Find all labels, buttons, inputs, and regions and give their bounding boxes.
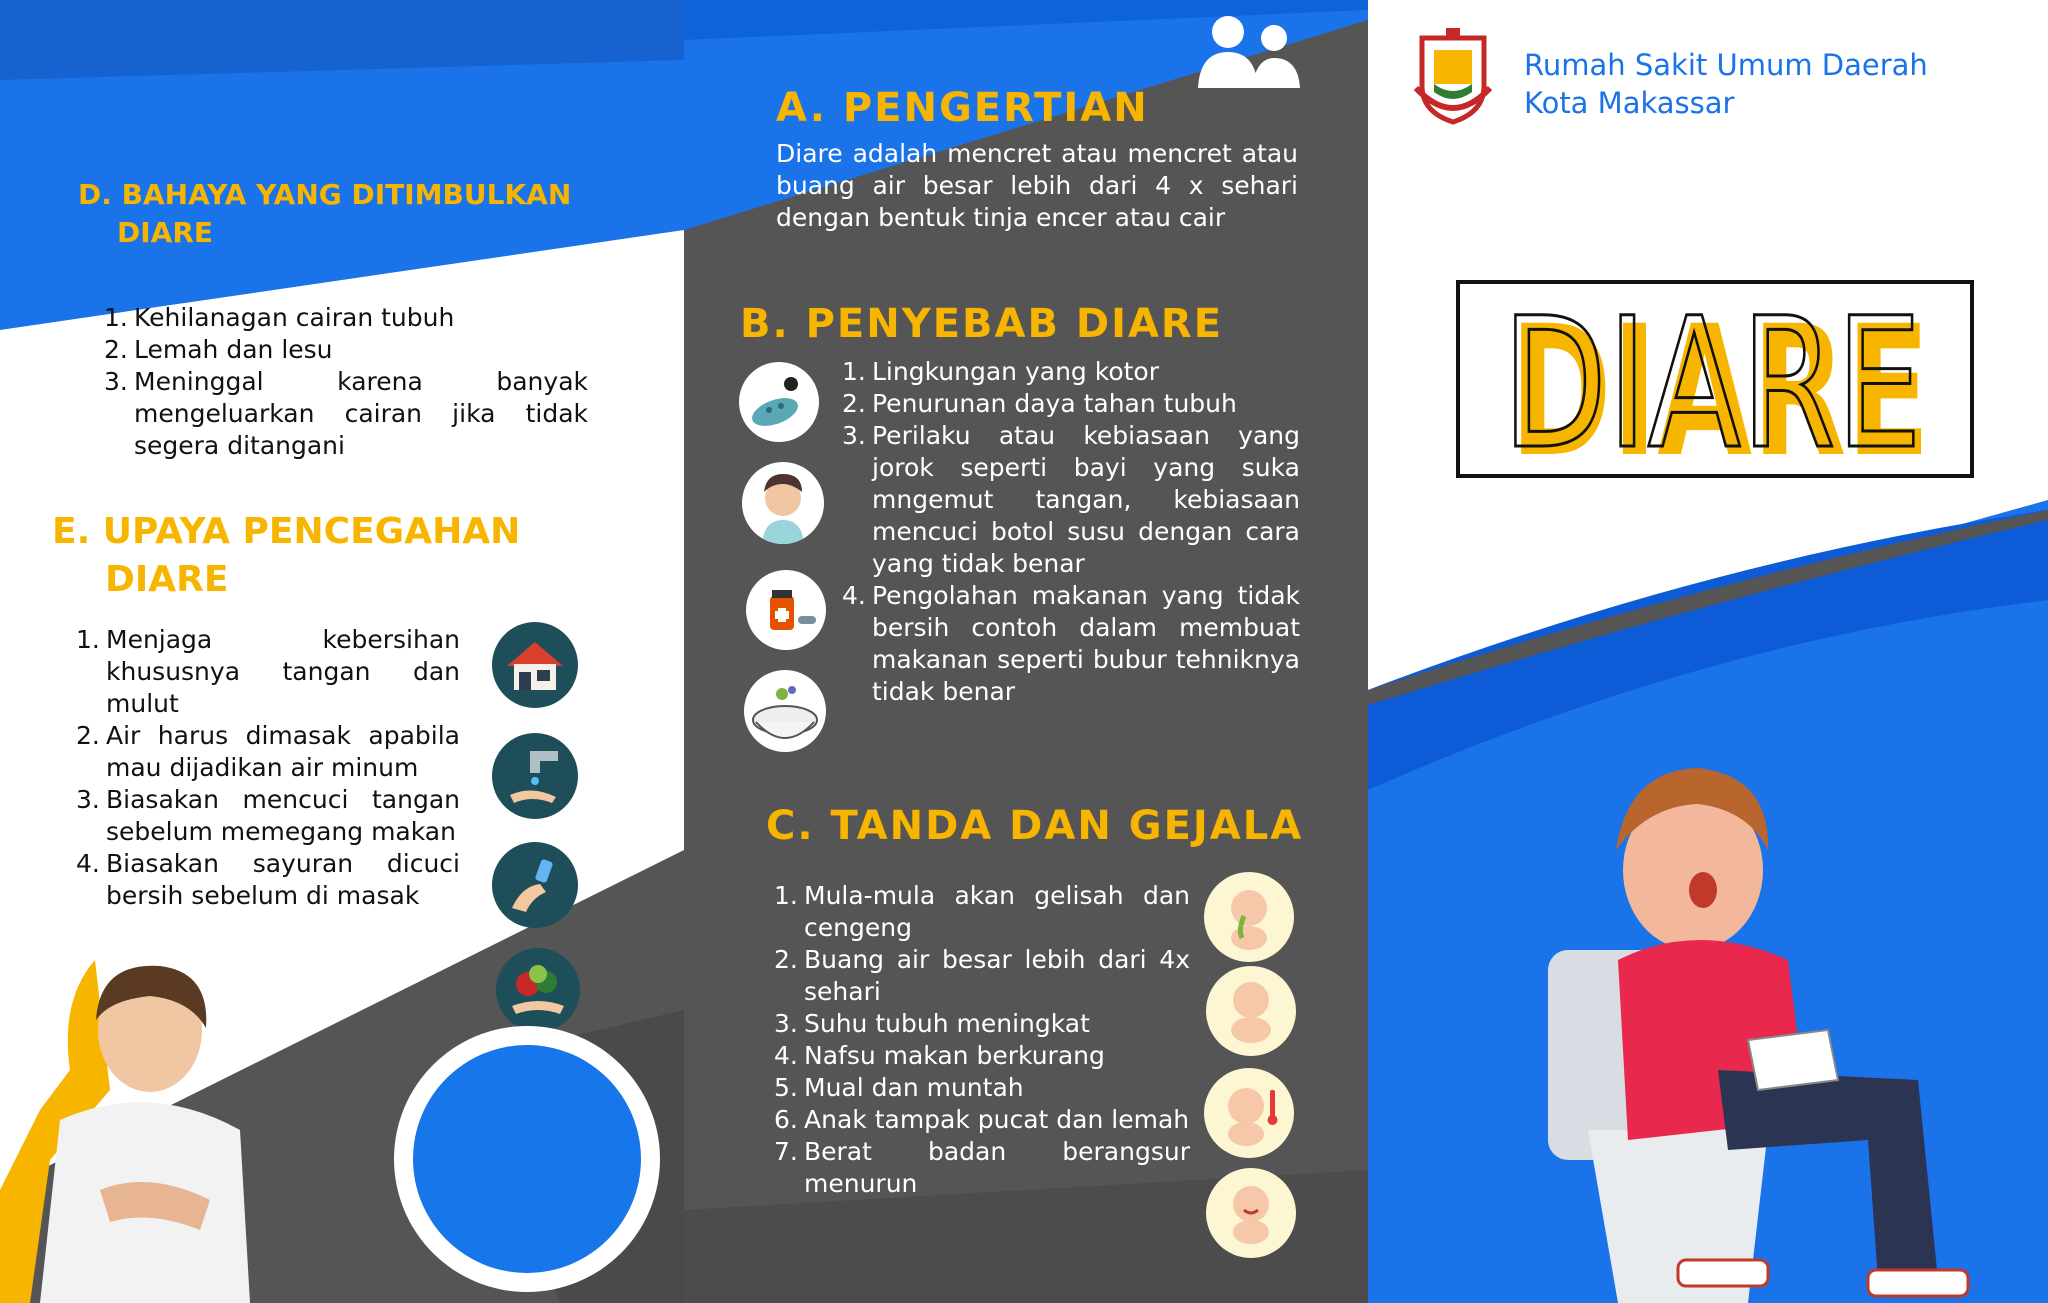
- porridge-bowl-icon: [744, 670, 826, 752]
- section_c-item-text: Berat badan berangsur menurun: [804, 1137, 1190, 1198]
- section_d-item-number: 2.: [104, 335, 128, 364]
- section_c-item-text: Suhu tubuh meningkat: [804, 1009, 1090, 1038]
- baby-vomiting-icon: [1204, 872, 1294, 962]
- section-e-title: [52, 508, 520, 604]
- water-tap-icon: [492, 733, 578, 819]
- section-b-list: [842, 356, 1300, 708]
- cover-title-outline: DIARE: [1502, 284, 1922, 474]
- section_b-item: [842, 356, 1300, 388]
- section_e-item-text: Biasakan mencuci tangan sebelum memegang makan: [106, 785, 460, 846]
- section-d-title-line2: DIARE: [117, 216, 214, 249]
- section_c-item-number: 1.: [774, 881, 798, 910]
- section_b-item-text: Pengolahan makanan yang tidak bersih contoh dalam membuat makanan seperti bubur tehniknya tidak benar: [872, 581, 1300, 706]
- cover-title-box: [1456, 280, 1974, 478]
- section_c-item: [774, 1008, 1190, 1040]
- section_d-item: [104, 366, 588, 462]
- child-icon: [742, 462, 824, 544]
- section_d-item-number: 3.: [104, 367, 128, 396]
- section_b-item: [842, 580, 1300, 708]
- section_c-item-text: Anak tampak pucat dan lemah: [804, 1105, 1190, 1134]
- section-e-title-line1: E. UPAYA PENCEGAHAN: [52, 511, 521, 552]
- hospital-name-line1: Rumah Sakit Umum Daerah: [1524, 48, 1928, 82]
- section_b-item: [842, 388, 1300, 420]
- section_e-item-text: Biasakan sayuran dicuci bersih sebelum di masak: [106, 849, 460, 910]
- hand-soap-icon: [492, 842, 578, 928]
- baby-fever-icon: [1204, 1068, 1294, 1158]
- section_c-item-number: 4.: [774, 1041, 798, 1070]
- section-c-title: C. TANDA DAN GEJALA: [766, 803, 1304, 849]
- section_e-item-text: Air harus dimasak apabila mau dijadikan air minum: [106, 721, 460, 782]
- section-c-list: [774, 880, 1190, 1200]
- panel-left: [0, 0, 684, 1303]
- decorative-circle-inner: [413, 1045, 641, 1273]
- section_e-item-number: 1.: [76, 625, 100, 654]
- house-icon: [492, 622, 578, 708]
- cover-title-fill: DIARE: [1510, 288, 1930, 474]
- section-e-title-line2: DIARE: [105, 559, 229, 600]
- section_e-item-number: 2.: [76, 721, 100, 750]
- section_c-item: [774, 1136, 1190, 1200]
- hospital-name-line2: Kota Makassar: [1524, 86, 1735, 120]
- section_b-item-number: 4.: [842, 581, 866, 610]
- section-a-text: Diare adalah mencret atau mencret atau buang air besar lebih dari 4 x sehari dengan bentuk tinja encer atau cair: [776, 139, 1298, 232]
- section-d-list: [104, 302, 588, 462]
- section_c-item: [774, 1040, 1190, 1072]
- vegetables-icon: [496, 948, 580, 1032]
- section-a-title: A. PENGERTIAN: [776, 85, 1149, 131]
- section_c-item-text: Nafsu makan berkurang: [804, 1041, 1105, 1070]
- hospital-name: [1524, 46, 1928, 122]
- section_d-item-text: Kehilanagan cairan tubuh: [134, 303, 455, 332]
- section_c-item: [774, 1104, 1190, 1136]
- section_c-item-number: 3.: [774, 1009, 798, 1038]
- panel-middle: [684, 0, 1368, 1303]
- section_c-item-number: 6.: [774, 1105, 798, 1134]
- section_e-item-text: Menjaga kebersihan khususnya tangan dan mulut: [106, 625, 460, 718]
- cover-title-svg: [1460, 284, 1970, 474]
- section_b-item-text: Perilaku atau kebiasaan yang jorok seperti bayi yang suka mngemut tangan, kebiasaan mencuci botol susu dengan cara yang tidak benar: [872, 421, 1300, 578]
- bacteria-icon: [739, 362, 819, 442]
- people-icon: [1194, 14, 1302, 88]
- boy-on-toilet-illustration: [1518, 740, 2048, 1303]
- section_e-item: [76, 624, 460, 720]
- section_c-item-number: 7.: [774, 1137, 798, 1166]
- panel-cover: [1368, 0, 2048, 1303]
- section_b-item: [842, 420, 1300, 580]
- section_b-item-text: Lingkungan yang kotor: [872, 357, 1159, 386]
- section-d-title: [78, 176, 571, 252]
- section_c-item-number: 2.: [774, 945, 798, 974]
- section_c-item-number: 5.: [774, 1073, 798, 1102]
- section_d-item-number: 1.: [104, 303, 128, 332]
- baby-crying-icon: [1206, 1168, 1296, 1258]
- section-d-title-line1: D. BAHAYA YANG DITIMBULKAN: [78, 178, 572, 211]
- section_c-item: [774, 1072, 1190, 1104]
- section_b-item-number: 2.: [842, 389, 866, 418]
- boy-stomachache-illustration: [0, 960, 260, 1303]
- section-b-title: B. PENYEBAB DIARE: [740, 301, 1224, 347]
- medicine-icon: [746, 570, 826, 650]
- section_b-item-text: Penurunan daya tahan tubuh: [872, 389, 1237, 418]
- section_e-item: [76, 720, 460, 784]
- section_d-item: [104, 334, 588, 366]
- section_c-item: [774, 880, 1190, 944]
- hospital-logo-emblem: [1412, 28, 1494, 126]
- section_d-item-text: Meninggal karena banyak mengeluarkan cairan jika tidak segera ditangani: [134, 367, 588, 460]
- section_e-item-number: 3.: [76, 785, 100, 814]
- section_b-item-number: 1.: [842, 357, 866, 386]
- section_c-item-text: Mual dan muntah: [804, 1073, 1024, 1102]
- section_c-item: [774, 944, 1190, 1008]
- section_e-item-number: 4.: [76, 849, 100, 878]
- section_b-item-number: 3.: [842, 421, 866, 450]
- section_d-item-text: Lemah dan lesu: [134, 335, 333, 364]
- section_d-item: [104, 302, 588, 334]
- section-e-list: [76, 624, 460, 912]
- baby-weak-icon: [1206, 966, 1296, 1056]
- section_e-item: [76, 848, 460, 912]
- section_e-item: [76, 784, 460, 848]
- section_c-item-text: Mula-mula akan gelisah dan cengeng: [804, 881, 1190, 942]
- section_c-item-text: Buang air besar lebih dari 4x sehari: [804, 945, 1190, 1006]
